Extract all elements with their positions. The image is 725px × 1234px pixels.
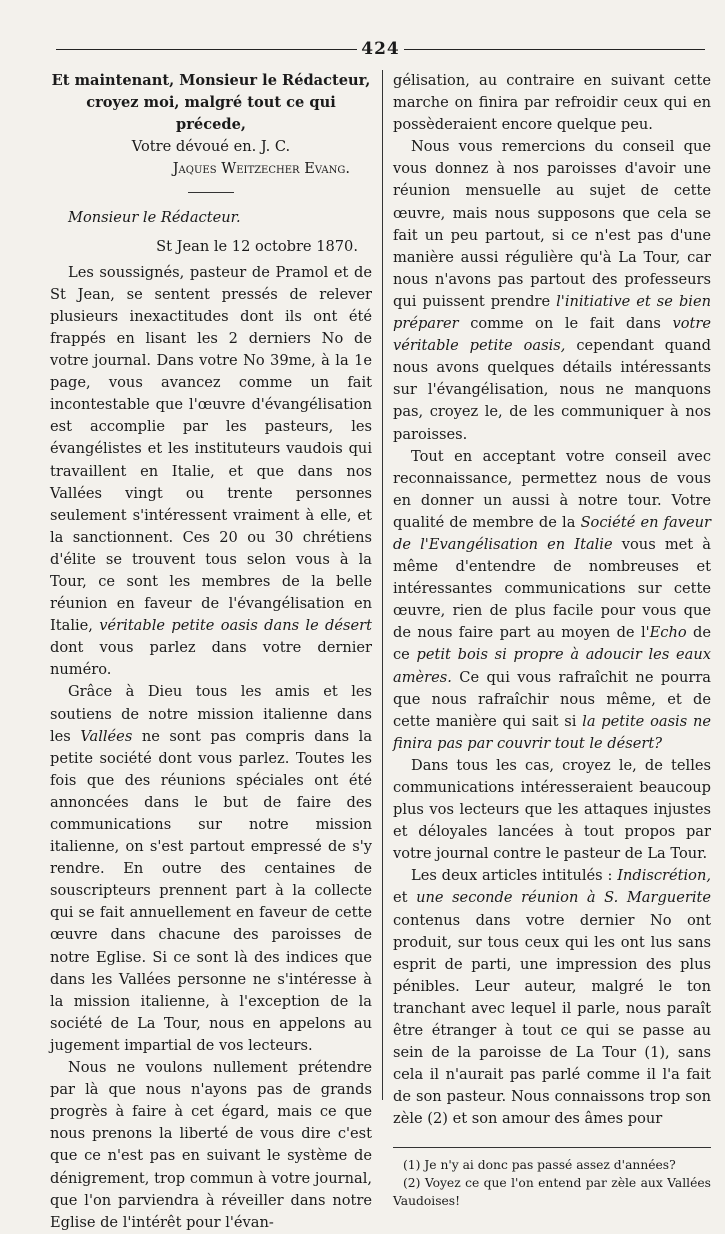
text-run: de ce	[393, 624, 712, 664]
footnote: (2) Voyez ce que l'on entend par zèle aux Vallées Vaudoises!	[393, 1175, 711, 1208]
salutation: Monsieur le Rédacteur.	[68, 209, 241, 227]
paragraph: Nous ne voulons nullement prétendre par là que nous n'ayons pas de grands progrès à faire à cet égard, mais ce que nous prenons la liberté de vous dire c'est que ce n'est pas en suivant le système de dénigrement, trop commun à votre journal, que l'on parviendra à réveiller dans notre Eglise de l'intérêt pour l'évan-	[50, 1059, 372, 1231]
footnotes	[393, 1147, 711, 1210]
text-run: dont vous parlez dans votre dernier numéro.	[50, 639, 372, 679]
paragraph: Dans tous les cas, croyez le, de telles communications intéresseraient beaucoup plus vos lecteurs que les attaques injustes et déloyales lancées à tout propos par votre journal contre le pasteur de La Tour.	[393, 756, 711, 863]
paragraph	[393, 136, 711, 445]
italic-run: Echo	[649, 624, 687, 642]
italic-run: votre véritable petite oasis,	[393, 315, 711, 355]
paragraph	[393, 446, 711, 755]
page-number: 424	[361, 39, 400, 59]
closing-line: Et maintenant, Monsieur le Rédacteur, croyez moi, malgré tout ce qui précede,	[51, 72, 371, 134]
italic-run: la petite oasis ne finira pas par couvrir tout le désert?	[393, 712, 712, 752]
text-run: Ce qui vous rafraîchit ne pourra que nous rafraîchir nous même, et de cette manière qui sait si	[393, 668, 711, 730]
paragraph: gélisation, au contraire en suivant cette marche on finira par refroidir ceux qui en possèderaient encore quelque peu.	[393, 72, 711, 134]
page-header	[56, 38, 705, 60]
right-column	[383, 70, 711, 1210]
signature: Jaques Weitzecher Evang.	[172, 160, 350, 178]
text-run: Les deux articles intitulés :	[411, 867, 613, 885]
header-rule-right	[404, 49, 705, 50]
text-run: ne sont pas compris dans la petite société dont vous parlez. Toutes les fois que des réunions spéciales ont été annoncées dans le but de faire des communications sur notre mission italienne, on s'est partout empressé de s'y rendre. En outre des centaines de souscripteurs prennent part à la collecte qui se fait annuellement en faveur de cette œuvre dans chacune des paroisses de notre Eglise. Si ce sont là des indices que dans les Vallées personne ne s'intéresse à la mission italienne, à l'exception de la société de La Tour, nous en appelons au jugement impartial de vos lecteurs.	[50, 727, 373, 1054]
text-run: vous met à même d'entendre de nombreuses et intéressantes communications sur cette œuvre, rien de plus facile pour vous que de nous faire part au moyen de l'	[393, 535, 711, 642]
italic-run: véritable petite oasis dans le désert	[99, 617, 373, 635]
italic-run: l'initiative et se bien préparer	[393, 292, 711, 333]
italic-run: une seconde réunion à S. Marguerite	[416, 889, 711, 907]
text-run: et	[393, 889, 408, 907]
section-separator	[188, 192, 234, 193]
text-run: cependant quand nous avons quelques détails intéressants sur l'évangélisation, nous ne manquons pas, croyez le, de les communiquer à nos paroisses.	[393, 337, 711, 443]
italic-run: Société en faveur de l'Evangélisation en Italie	[393, 513, 711, 553]
paragraph	[50, 262, 372, 682]
text-run: comme on le fait dans	[470, 315, 661, 333]
italic-run: petit bois si propre à adoucir les eaux amères.	[393, 646, 712, 686]
italic-run: Vallées	[80, 727, 133, 745]
left-column	[50, 70, 383, 1231]
text-run: Les soussignés, pasteur de Pramol et de St Jean, se sentent pressés de relever plusieurs inexactitudes dont ils ont été frappés en lisant les 2 derniers No de votre journal. Dans votre No 39me, à la 1e page, vous avancez comme un fait incontestable que l'œuvre d'évangélisation est accomplie par les pasteurs, les évangélistes et les instituteurs vaudois qui travaillent en Italie, et que dans nos Vallées vingt ou trente personnes seulement s'intéressent vraiment à elle, et la sanctionnent. Ces 20 ou 30 chrétiens d'élite se trouvent tous selon vous à la Tour, ce sont les membres de la belle réunion en faveur de l'évangélisation en Italie,	[50, 263, 372, 635]
paragraph	[393, 865, 711, 1130]
text-run: Grâce à Dieu tous les amis et les soutiens de notre mission italienne dans les	[50, 683, 372, 745]
dateline: St Jean le 12 octobre 1870.	[156, 237, 358, 255]
header-rule-left	[56, 49, 357, 50]
italic-run: Indiscrétion,	[617, 867, 712, 885]
text-run: Nous vous remercions du conseil que vous donnez à nos paroisses d'avoir une réunion mensuelle au sujet de cette œuvre, mais nous supposons que cela se fait un peu partout, si ce n'est pas d'une manière aussi régulière qu'à La Tour, car nous n'avons pas partout des professeurs qui puissent prendre	[393, 138, 711, 310]
footnote: (1) Je n'y ai donc pas passé assez d'années?	[403, 1157, 676, 1172]
signoff: Votre dévoué en. J. C.	[131, 138, 291, 156]
text-run: Tout en acceptant votre conseil avec reconnaissance, permettez nous de vous en donner un aussi à notre tour. Votre qualité de membre de la	[393, 447, 711, 531]
paragraph	[50, 681, 372, 1057]
text-run: contenus dans votre dernier No ont produit, sur tous ceux qui les ont lus sans esprit de parti, une impression des plus pénibles. Leur auteur, malgré le ton tranchant avec lequel il parle, nous paraît être étranger à tout ce qui se passe au sein de la paroisse de La Tour (1), sans cela il n'aurait pas parlé comme il l'a fait de son pasteur. Nous connaissons trop son zèle (2) et son amour des âmes pour	[393, 911, 711, 1128]
text-columns	[50, 70, 712, 1231]
